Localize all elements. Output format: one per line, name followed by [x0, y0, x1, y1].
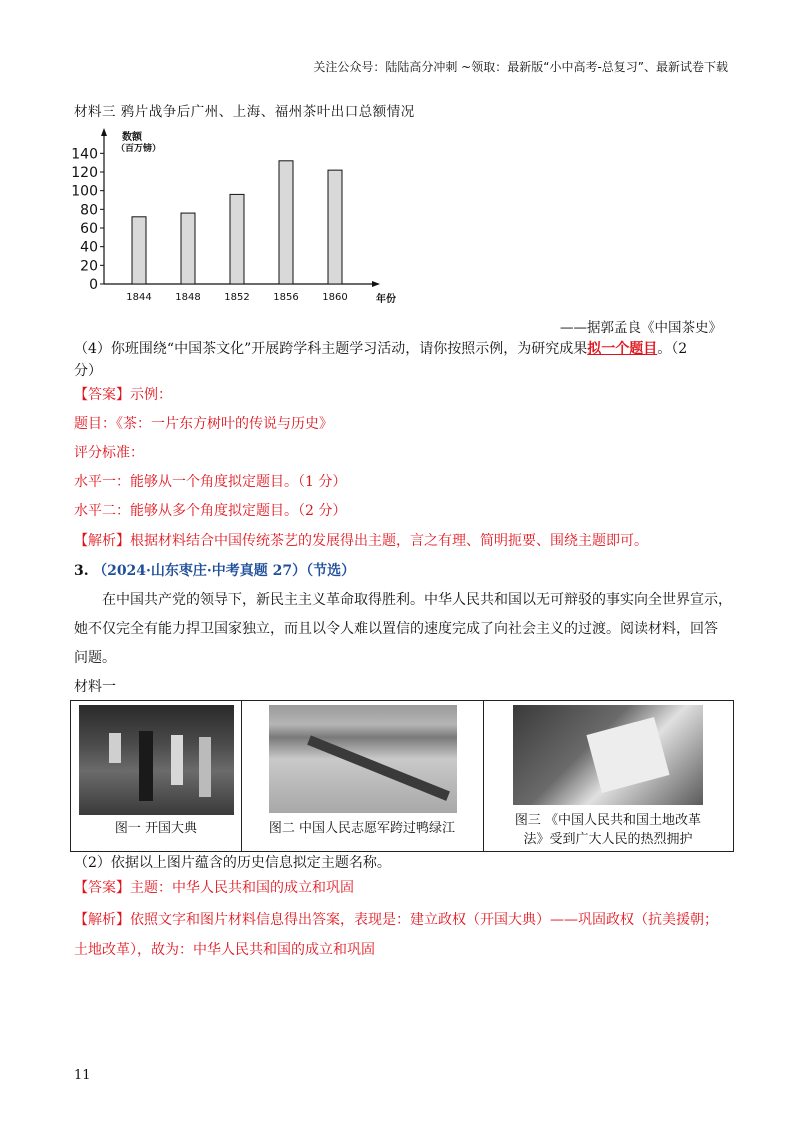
- q3-analysis: [74, 905, 734, 965]
- figure-cell-1: [71, 701, 242, 851]
- volunteer-army-river-photo: [269, 705, 457, 813]
- q4-level-1: 水平一：能够从一个角度拟定题目。（1 分）: [74, 474, 347, 490]
- x-axis-arrow: [372, 281, 380, 287]
- q4-question-text-b: 。（2: [657, 341, 688, 357]
- figure-3-caption: [483, 811, 733, 849]
- q3-answer-body: 主题：中华人民共和国的成立和巩固: [130, 880, 354, 896]
- q4-title-line: 题目：《茶：一片东方树叶的传说与历史》: [74, 416, 333, 432]
- page-number: 11: [74, 1068, 91, 1083]
- y-tick-label: 60: [80, 221, 98, 237]
- q3-number: 3.: [74, 563, 89, 579]
- q3-intro: [74, 586, 734, 673]
- page-header: 关注公众号：陆陆高分冲刺 ~领取：最新版“小中高考-总复习”、最新试卷下载: [313, 60, 728, 74]
- q4-question-emphasis: 拟一个题目: [587, 341, 658, 357]
- q3-question: （2）依据以上图片蕴含的历史信息拟定主题名称。: [74, 855, 391, 871]
- x-axis-label: 年份: [376, 294, 396, 305]
- bar: [328, 170, 342, 284]
- q4-question: [74, 338, 734, 382]
- y-axis-label-line-2: （百万镑）: [116, 144, 162, 154]
- q4-question-text-a: （4）你班围绕“中国茶文化”开展跨学科主题学习活动，请你按照示例，为研究成果: [74, 341, 588, 357]
- y-tick-label: 0: [89, 277, 98, 293]
- q3-analysis-head: 【解析】: [74, 912, 130, 928]
- y-axis-arrow: [101, 128, 107, 136]
- figure-cell-2: [241, 701, 484, 851]
- q4-analysis-head: 【解析】: [74, 533, 130, 549]
- y-axis-label-line-1: 数额: [122, 132, 142, 143]
- q3-material-1-label: 材料一: [74, 679, 116, 695]
- q4-question-text-c: 分）: [74, 363, 102, 379]
- x-tick-label: 1860: [322, 292, 348, 303]
- y-tick-label: 120: [71, 165, 98, 181]
- figure-table: [70, 700, 734, 852]
- q4-analysis: [74, 530, 734, 552]
- x-tick-label: 1848: [175, 292, 201, 303]
- x-tick-label: 1852: [224, 292, 250, 303]
- tea-export-bar-chart: [71, 126, 404, 316]
- y-tick-label: 40: [80, 239, 98, 256]
- figure-2-caption: 图二 中国人民志愿军跨过鸭绿江: [268, 821, 456, 836]
- y-tick-label: 80: [80, 202, 98, 219]
- bar: [279, 161, 293, 284]
- founding-ceremony-photo: [79, 705, 234, 815]
- q4-analysis-body: 根据材料结合中国传统茶艺的发展得出主题，言之有理、简明扼要、围绕主题即可。: [130, 533, 648, 549]
- q4-answer: [74, 384, 734, 406]
- y-tick-label: 100: [71, 183, 98, 200]
- q3-answer: [74, 877, 734, 899]
- figure-3-caption-line-2: 法》受到广大人民的热烈拥护: [523, 832, 693, 847]
- material-3-source: ——据郭孟良《中国茶史》: [560, 320, 722, 336]
- x-tick-label: 1856: [273, 292, 299, 303]
- q4-answer-body: 示例：: [130, 387, 172, 403]
- figure-3-caption-line-1: 图三 《中国人民共和国土地改革: [514, 813, 702, 828]
- material-3-title: 材料三 鸦片战争后广州、上海、福州茶叶出口总额情况: [74, 104, 415, 120]
- q3-heading: [74, 560, 734, 582]
- q4-answer-head: 【答案】: [74, 387, 130, 403]
- q4-criteria: 评分标准：: [74, 445, 144, 461]
- figure-1-caption: 图一 开国大典: [114, 821, 198, 836]
- land-reform-law-photo: [513, 705, 703, 805]
- q4-level-2: 水平二：能够从多个角度拟定题目。（2 分）: [74, 503, 347, 519]
- q3-answer-head: 【答案】: [74, 880, 130, 896]
- q3-analysis-line-2: 土地改革），故为：中华人民共和国的成立和巩固: [74, 942, 375, 958]
- y-tick-label: 140: [71, 146, 98, 163]
- q3-analysis-line-1: 依照文字和图片材料信息得出答案，表现是：建立政权（开国大典）——巩固政权（抗美援朝；: [130, 912, 718, 928]
- q3-source-tag: （2024·山东枣庄·中考真题 27）（节选）: [93, 563, 356, 579]
- q3-intro-line-1: 在中国共产党的领导下，新民主主义革命取得胜利。中华人民共和国以无可辩驳的事实向全世界宣示，: [102, 592, 732, 608]
- y-tick-label: 20: [80, 258, 98, 275]
- q3-intro-line-2: 她不仅完全有能力捍卫国家独立，而且以令人难以置信的速度完成了向社会主义的过渡。阅读材料，回答: [74, 621, 718, 637]
- x-tick-label: 1844: [126, 292, 152, 303]
- bar: [181, 213, 195, 284]
- bar: [230, 194, 244, 284]
- q3-intro-line-3: 问题。: [74, 650, 116, 666]
- bar: [132, 217, 146, 284]
- figure-cell-3: [483, 701, 733, 851]
